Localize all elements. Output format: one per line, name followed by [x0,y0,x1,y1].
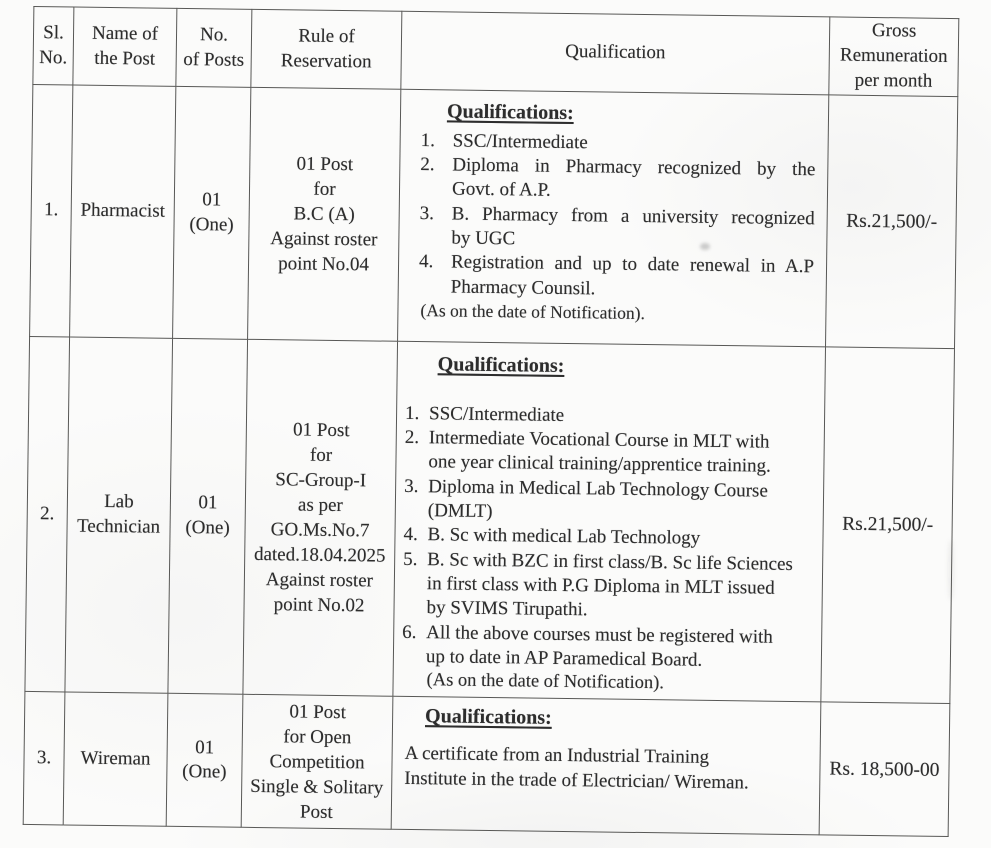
header-cell-qualification: Qualification [401,11,830,95]
table-row-lab-technician [25,336,955,703]
no-of-posts-cell: 01 (One) [168,338,248,694]
no-of-posts-cell: 01 (One) [166,694,243,828]
qualification-item: 2. Diploma in Pharmacy recognized by the Govt. of A.P. [420,154,816,202]
qualification-item: 2. Intermediate Vocational Course in MLT with one year clinical training/apprentice training. [404,426,771,477]
header-cell-no-of-posts: No. of Posts [176,8,252,87]
qualification-note: (As on the date of Notification). [420,299,646,323]
qualifications-heading: Qualifications: [437,353,565,377]
table-row-pharmacist [30,84,958,348]
qualification-cell [393,341,826,702]
sl-no-cell: 3. [23,692,65,826]
qualification-paragraph: A certificate from an Industrial Training Institute in the trade of Electrician/ Wireman. [404,742,749,794]
remuneration-cell: Rs. 18,500-00 [819,702,950,837]
qualification-item: 3. B. Pharmacy from a university recognized by UGC [419,202,815,250]
reservation-cell: 01 Post for B.C (A) Against roster point No.04 [248,87,401,341]
table-header-row [33,6,959,96]
header-cell-sl-no: Sl. No. [33,6,74,85]
header-cell-post-name: Name of the Post [73,7,177,86]
sl-no-cell: 2. [25,336,70,692]
header-cell-reservation: Rule of Reservation [251,9,402,89]
recruitment-table [23,6,960,837]
qualification-item: 5. B. Sc with BZC in first class/B. Sc life Sciences in first class with P.G Diploma in MLT issued by SVIMS Tirupathi. [403,548,794,621]
qualification-item: 3. Diploma in Medical Lab Technology Course (DMLT) [404,475,768,522]
remuneration-cell: Rs.21,500/- [826,95,958,349]
header-cell-remuneration: Gross Remuneration per month [829,17,959,97]
qualifications-heading: Qualifications: [424,705,552,730]
qualification-note: (As on the date of Notification). [426,670,665,694]
table-row-wireman [23,692,950,837]
scanned-document-sheet [23,6,959,837]
qualification-cell [398,89,829,347]
post-name-cell: Wireman [63,692,168,826]
qualification-item: 1. SSC/Intermediate [404,402,565,426]
qualification-item: 4. B. Sc with medical Lab Technology [403,524,701,550]
remuneration-cell: Rs.21,500/- [821,347,955,704]
post-name-cell: Lab Technician [65,337,173,694]
qualification-item: 6. All the above courses must be registered with up to date in AP Paramedical Board. [402,621,774,671]
qualification-cell [391,696,821,835]
reservation-cell: 01 Post for SC-Group-I as per GO.Ms.No.7 dated.18.04.2025 Against roster point No.02 [243,339,398,696]
no-of-posts-cell: 01 (One) [173,86,251,339]
post-name-cell: Pharmacist [70,85,176,338]
qualification-item: 4. Registration and up to date renewal in A.P Pharmacy Counsil. [418,251,815,299]
sl-no-cell: 1. [30,84,73,337]
qualifications-heading: Qualifications: [446,100,574,125]
reservation-cell: 01 Post for Open Competition Single & Solitary Post [241,695,393,830]
qualification-item: 1. SSC/Intermediate [420,129,588,153]
